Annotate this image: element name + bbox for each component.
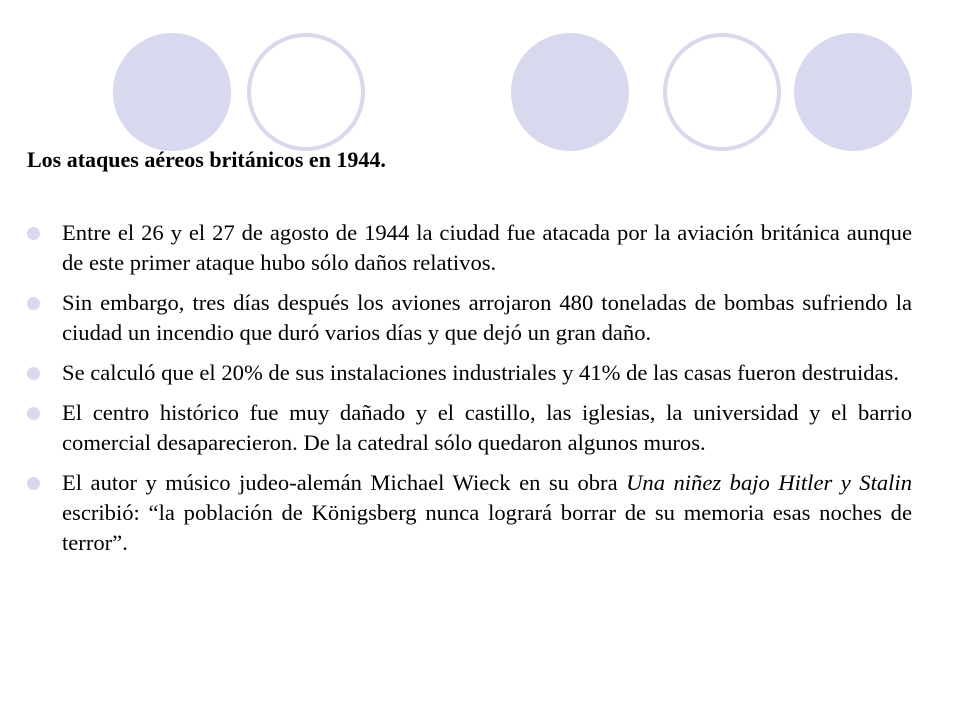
bullet-icon: [27, 297, 40, 310]
decorative-circle-filled: [511, 33, 629, 151]
book-title: Una niñez bajo Hitler y Stalin: [626, 470, 913, 495]
bullet-item: [26, 218, 912, 278]
bullet-item: [26, 398, 912, 458]
bullet-list: [26, 218, 912, 568]
decorative-circle-outline: [663, 33, 781, 151]
bullet-text: Sin embargo, tres días después los aviones arrojaron 480 toneladas de bombas sufriendo la ciudad un incendio que duró varios días y que dejó un gran daño.: [62, 290, 912, 345]
bullet-text: Se calculó que el 20% de sus instalaciones industriales y 41% de las casas fueron destruidas.: [62, 360, 899, 385]
bullet-text: Entre el 26 y el 27 de agosto de 1944 la ciudad fue atacada por la aviación británica aunque de este primer ataque hubo sólo daños relativos.: [62, 220, 912, 275]
decorative-circle-filled: [113, 33, 231, 151]
bullet-item: [26, 468, 912, 558]
bullet-icon: [27, 407, 40, 420]
bullet-text: El centro histórico fue muy dañado y el castillo, las iglesias, la universidad y el barrio comercial desaparecieron. De la catedral sólo quedaron algunos muros.: [62, 400, 912, 455]
bullet-text-after: escribió: “la población de Königsberg nunca logrará borrar de su memoria esas noches de terror”.: [62, 500, 912, 555]
bullet-item: [26, 358, 912, 388]
decorative-circle-outline: [247, 33, 365, 151]
bullet-item: [26, 288, 912, 348]
bullet-text-before: El autor y músico judeo-alemán Michael Wieck en su obra: [62, 470, 627, 495]
bullet-icon: [27, 227, 40, 240]
slide-title: Los ataques aéreos británicos en 1944.: [27, 147, 386, 172]
bullet-icon: [27, 367, 40, 380]
decorative-circle-filled: [794, 33, 912, 151]
bullet-icon: [27, 477, 40, 490]
